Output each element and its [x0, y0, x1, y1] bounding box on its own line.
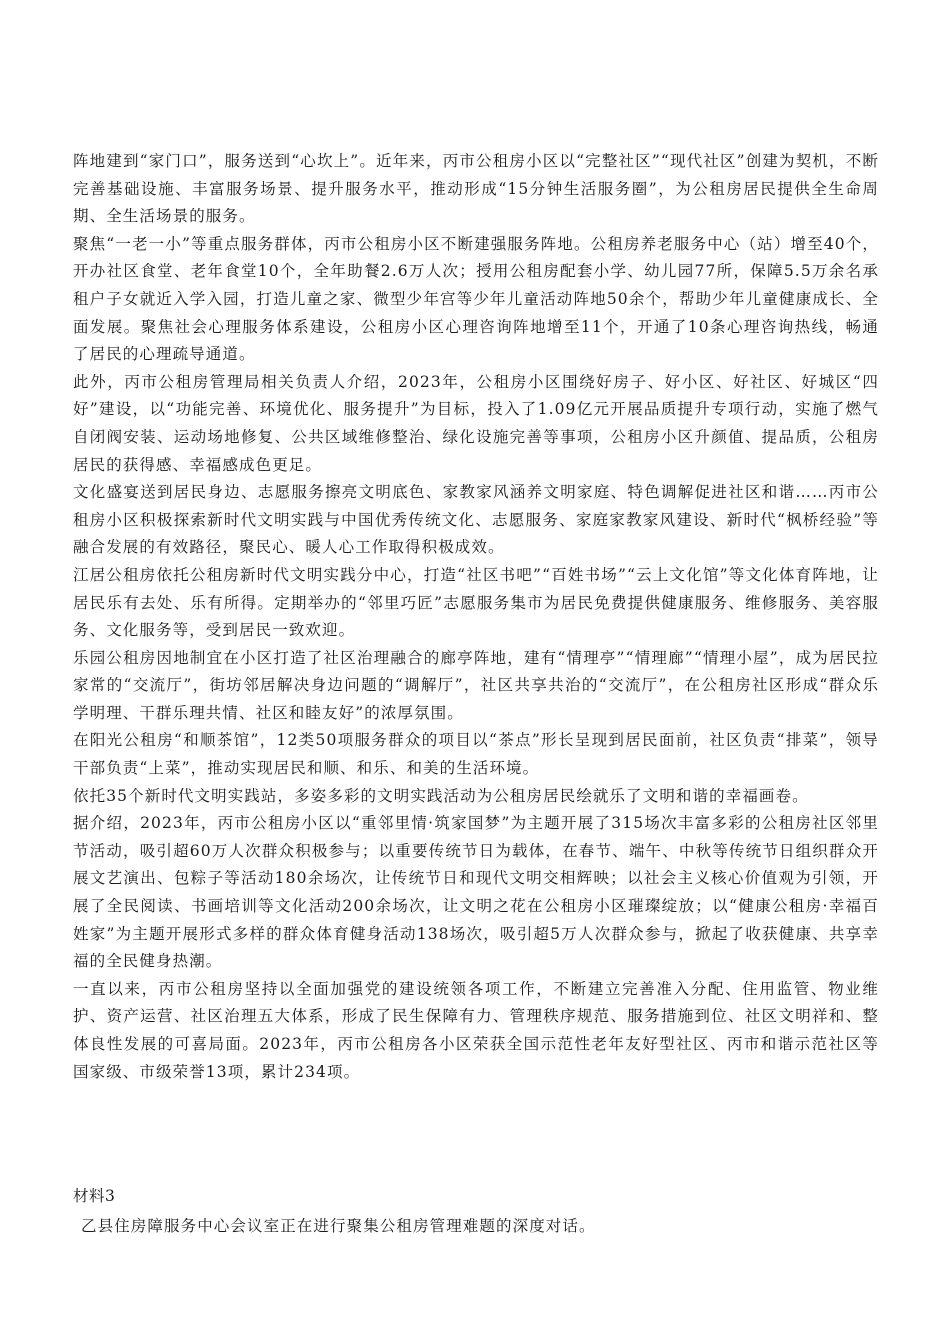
paragraph-key-groups: 聚焦“一老一小”等重点服务群体，丙市公租房小区不断建强服务阵地。公租房养老服务中心（站）增至40个，开办社区食堂、老年食堂10个，全年助餐2.6万人次；授用公租房配套小学、幼儿园77所，保障5.5万余名承租户子女就近入学入园，打造儿童之家、微型少年宫等少年儿童活动阵地50余个，帮助少年儿童健康成长、全面发展。聚焦社会心理服务体系建设，公租房小区心理咨询阵地增至11个，开通了10条心理咨询热线，畅通了居民的心理疏导通道。 [73, 234, 879, 364]
material-title: 材料3 [73, 1187, 116, 1205]
paragraph-quality-upgrade: 此外，丙市公租房管理局相关负责人介绍，2023年，公租房小区围绕好房子、好小区、好社区、好城区“四好”建设，以“功能完善、环境优化、服务提升”为目标，投入了1.09亿元开展品质提升专项行动，实施了燃气自闭阀安装、运动场地修复、公共区域维修整治、绿化设施完善等事项，公租房小区升颜值、提品质，公租房居民的获得感、幸福感成色更足。 [73, 372, 879, 474]
paragraph-practice-stations: 依托35个新时代文明实践站，多姿多彩的文明实践活动为公租房居民绘就乐了文明和谐的幸福画卷。 [73, 786, 809, 805]
paragraph-civilization-practice: 文化盛宴送到居民身边、志愿服务擦亮文明底色、家教家风涵养文明家庭、特色调解促进社区和谐……丙市公租房小区积极探索新时代文明实践与中国优秀传统文化、志愿服务、家庭家教家风建设、新时代“枫桥经验”等融合发展的有效路径，聚民心、暖人心工作取得积极成效。 [73, 483, 879, 557]
paragraph-yangguang: 在阳光公租房“和顺茶馆”，12类50项服务群众的项目以“茶点”形长呈现到居民面前，社区负责“排菜”，领导干部负责“上菜”，推动实现居民和顺、和乐、和美的生活环境。 [73, 731, 879, 778]
paragraph-service-positions: 阵地建到“家门口”，服务送到“心坎上”。近年来，丙市公租房小区以“完整社区”“现代社区”创建为契机，不断完善基础设施、丰富服务场景、提升服务水平，推动形成“15分钟生活服务圈”，为公租房居民提供全生命周期、全生活场景的服务。 [73, 152, 879, 226]
document-body [73, 148, 879, 1086]
paragraph-leyuan: 乐园公租房因地制宜在小区打造了社区治理融合的廊亭阵地，建有“情理亭”“情理廊”“情理小屋”，成为居民拉家常的“交流厅”，街坊邻居解决身边问题的“调解厅”，社区共享共治的“交流厅”，在公租房社区形成“群众乐学明理、干群乐理共情、社区和睦友好”的浓厚氛围。 [73, 648, 879, 722]
paragraph-jiangju: 江居公租房依托公租房新时代文明实践分中心，打造“社区书吧”“百姓书场”“云上文化馆”等文化体育阵地，让居民乐有去处、乐有所得。定期举办的“邻里巧匠”志愿服务集市为居民免费提供健康服务、维修服务、美容服务、文化服务等，受到居民一致欢迎。 [73, 565, 879, 640]
material-intro-text: 乙县住房障服务中心会议室正在进行聚集公租房管理难题的深度对话。 [81, 1217, 596, 1235]
material-3-section [73, 1183, 879, 1242]
paragraph-activities-2023: 据介绍，2023年，丙市公租房小区以“重邻里情·筑家国梦”为主题开展了315场次丰富多彩的公租房社区邻里节活动，吸引超60万人次群众积极参与；以重要传统节日为载体，在春节、端午、中秋等传统节日组织群众开展文艺演出、包粽子等活动180余场次，让传统节日和现代文明交相辉映；以社会主义核心价值观为引领，开展了全民阅读、书画培训等文化活动200余场次，让文明之花在公租房小区璀璨绽放；以“健康公租房·幸福百姓家”为主题开展形式多样的群众体育健身活动138场次，吸引超5万人次群众参与，掀起了收获健康、共享幸福的全民健身热潮。 [73, 814, 879, 971]
paragraph-summary: 一直以来，丙市公租房坚持以全面加强党的建设统领各项工作，不断建立完善准入分配、住用监管、物业维护、资产运营、社区治理五大体系，形成了民生保障有力、管理秩序规范、服务措施到位、社区文明祥和、整体良性发展的可喜局面。2023年，丙市公租房各小区荣获全国示范性老年友好型社区、丙市和谐示范社区等国家级、市级荣誉13项，累计234项。 [73, 979, 879, 1081]
